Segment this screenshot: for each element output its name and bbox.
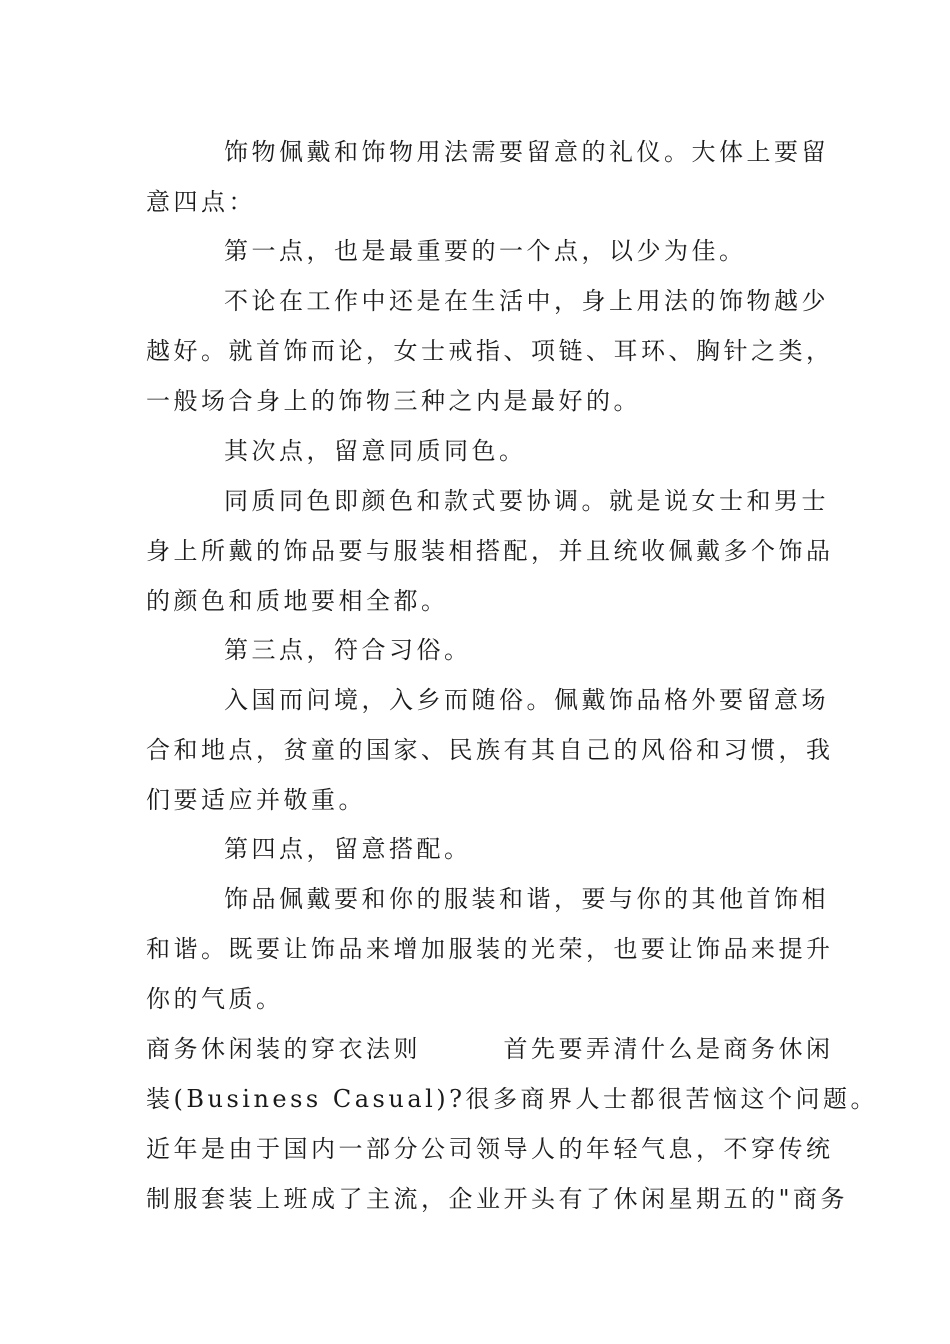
- paragraph-business-casual: [146, 1024, 879, 1224]
- heading-point-two: [146, 426, 806, 476]
- text-line: 近年是由于国内一部分公司领导人的年轻气息，不穿传统: [146, 1135, 834, 1163]
- text-line: 第四点，留意搭配。: [224, 835, 472, 863]
- text-line: 不论在工作中还是在生活中，身上用法的饰物越少: [224, 287, 829, 315]
- text-line: 越好。就首饰而论，女士戒指、项链、耳环、胸针之类，: [146, 337, 834, 365]
- text-line: 第一点，也是最重要的一个点，以少为佳。: [224, 237, 747, 265]
- text-line: 装(Business Casual)?很多商界人士都很苦恼这个问题。: [146, 1085, 879, 1113]
- paragraph-intro: [146, 127, 829, 227]
- text-line: 的颜色和质地要相全都。: [146, 587, 449, 615]
- text-line: 们要适应并敬重。: [146, 786, 366, 814]
- heading-point-four: [146, 824, 806, 874]
- text-line: 商务休闲装的穿衣法则 首先要弄清什么是商务休闲: [146, 1035, 834, 1063]
- text-line: 你的气质。: [146, 985, 284, 1013]
- heading-point-three: [146, 625, 806, 675]
- text-line: 意四点：: [146, 188, 256, 216]
- paragraph-point-one: [146, 276, 834, 426]
- paragraph-point-four: [146, 874, 834, 1024]
- text-line: 身上所戴的饰品要与服装相搭配，并且统收佩戴多个饰品: [146, 537, 834, 565]
- paragraph-point-three: [146, 675, 834, 825]
- text-line: 饰品佩戴要和你的服装和谐，要与你的其他首饰相: [224, 885, 829, 913]
- text-line: 第三点，符合习俗。: [224, 636, 472, 664]
- text-line: 入国而问境，入乡而随俗。佩戴饰品格外要留意场: [224, 686, 829, 714]
- text-line: 和谐。既要让饰品来增加服装的光荣，也要让饰品来提升: [146, 935, 834, 963]
- heading-point-one: [146, 226, 806, 276]
- text-line: 同质同色即颜色和款式要协调。就是说女士和男士: [224, 487, 829, 515]
- text-line: 饰物佩戴和饰物用法需要留意的礼仪。大体上要留: [224, 138, 829, 166]
- text-line: 其次点，留意同质同色。: [224, 437, 527, 465]
- text-line: 一般场合身上的饰物三种之内是最好的。: [146, 387, 641, 415]
- text-line: 合和地点，贫童的国家、民族有其自己的风俗和习惯，我: [146, 736, 834, 764]
- text-line: 制服套装上班成了主流，企业开头有了休闲星期五的"商务: [146, 1185, 849, 1213]
- paragraph-point-two: [146, 476, 834, 626]
